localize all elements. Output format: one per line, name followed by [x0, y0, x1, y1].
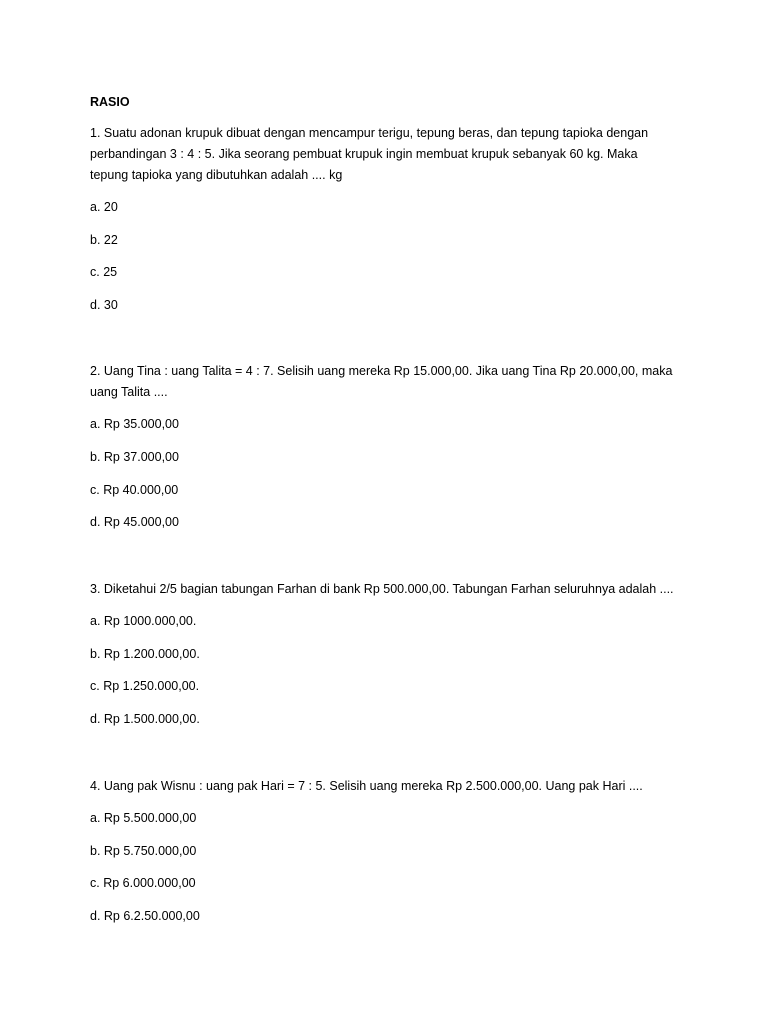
question-2-stem-line: 2. Uang Tina : uang Talita = 4 : 7. Selisih uang mereka Rp 15.000,00. Jika uang Tina Rp 20.000,00, maka: [90, 364, 673, 378]
question-4-option-c: c. Rp 6.000.000,00: [90, 876, 196, 890]
question-3-option-d: d. Rp 1.500.000,00.: [90, 712, 200, 726]
question-1-option-a: a. 20: [90, 200, 118, 214]
question-2-option-b: b. Rp 37.000,00: [90, 450, 179, 464]
question-2-option-c: c. Rp 40.000,00: [90, 483, 179, 497]
question-2-stem-line: uang Talita ....: [90, 385, 168, 399]
question-1-stem-line: perbandingan 3 : 4 : 5. Jika seorang pembuat krupuk ingin membuat krupuk sebanyak 60 kg. Maka: [90, 147, 638, 161]
question-4-option-a: a. Rp 5.500.000,00: [90, 811, 197, 825]
question-4-option-b: b. Rp 5.750.000,00: [90, 844, 197, 858]
question-3-option-b: b. Rp 1.200.000,00.: [90, 647, 200, 661]
question-1-option-c: c. 25: [90, 265, 118, 279]
question-3-stem-line: 3. Diketahui 2/5 bagian tabungan Farhan di bank Rp 500.000,00. Tabungan Farhan seluruhnya adalah ....: [90, 582, 674, 596]
question-4-stem-line: 4. Uang pak Wisnu : uang pak Hari = 7 : 5. Selisih uang mereka Rp 2.500.000,00. Uang pak Hari ....: [90, 779, 643, 793]
question-2-option-d: d. Rp 45.000,00: [90, 515, 179, 529]
question-1-stem-line: tepung tapioka yang dibutuhkan adalah .... kg: [90, 168, 343, 182]
question-3-option-c: c. Rp 1.250.000,00.: [90, 679, 200, 693]
question-3-option-a: a. Rp 1000.000,00.: [90, 614, 197, 628]
question-1-option-d: d. 30: [90, 298, 118, 312]
question-2-option-a: a. Rp 35.000,00: [90, 417, 179, 431]
document-title: RASIO: [90, 95, 130, 109]
question-1-option-b: b. 22: [90, 233, 118, 247]
question-4-option-d: d. Rp 6.2.50.000,00: [90, 909, 200, 923]
question-1-stem-line: 1. Suatu adonan krupuk dibuat dengan mencampur terigu, tepung beras, dan tepung tapioka dengan: [90, 126, 649, 140]
